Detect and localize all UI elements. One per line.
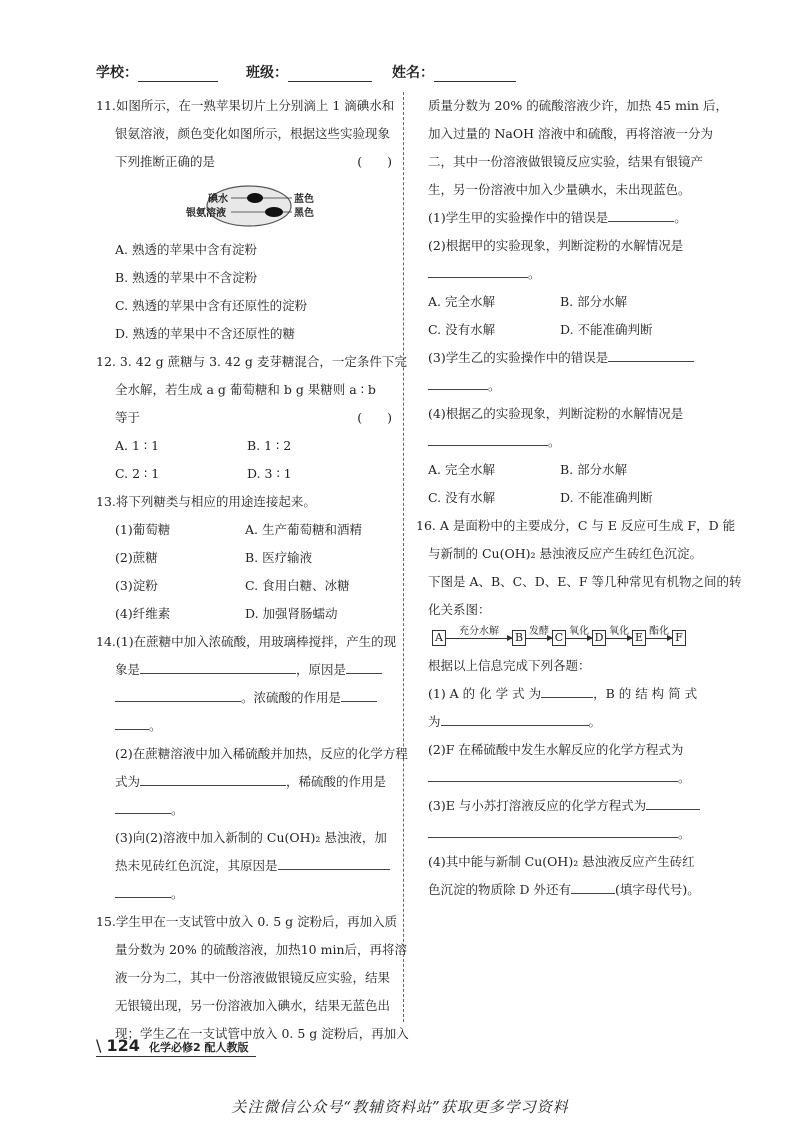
q15-line: 二，其中一份溶液做银镜反应实验，结果有银镜产 [428,154,704,169]
q15-options [428,456,718,484]
q16-line: 。 [428,764,718,792]
option-b[interactable]: B. 部分水解 [560,462,628,477]
book-title: 化学必修2 配人教版 [148,1041,249,1054]
q16-line: (3)E 与小苏打溶液反应的化学方程式为 [428,792,718,820]
q11-line: 11.如图所示，在一熟苹果切片上分别滴上 1 滴碘水和 [96,98,395,113]
answer-blank[interactable] [115,717,149,730]
option-c[interactable]: C. 熟透的苹果中含有还原性的淀粉 [115,298,308,313]
q15-options [428,484,718,512]
q16-line: 为 。 [428,714,602,729]
promo-note: 关注微信公众号“教辅资料站”获取更多学习资料 [231,1098,569,1116]
answer-blank[interactable] [541,685,593,698]
answer-blank[interactable] [428,377,488,390]
q15-line: 。 [428,372,718,400]
right-column [416,92,742,904]
answer-paren[interactable]: ( ) [357,154,392,169]
q12-line: 全水解，若生成 a g 葡萄糖和 b g 果糖则 a ∶ b [115,382,376,397]
q12-line: 等于 ( ) [96,404,392,432]
chain-arrow: 酯化 [646,631,672,645]
answer-blank[interactable] [571,881,615,894]
answer-blank[interactable] [341,689,377,702]
q15-line: 加入过量的 NaOH 溶液中和硫酸，再将溶液一分为 [428,126,713,141]
answer-blank[interactable] [346,661,382,674]
q15-line: 生，另一份溶液中加入少量碘水，未出现蓝色。 [428,182,691,197]
q14-line: (2)在蔗糖溶液中加入稀硫酸并加热，反应的化学方程 [115,746,408,761]
answer-blank[interactable] [115,801,171,814]
answer-blank[interactable] [140,661,296,674]
q14-line: 热未见砖红色沉淀，其原因是 [96,852,392,880]
q14-line: 。 [96,880,392,908]
footer-rule [96,1056,256,1057]
page-number: 124 [106,1036,140,1055]
answer-blank[interactable] [428,769,678,782]
answer-paren[interactable]: ( ) [357,410,392,425]
chain-arrow: 充分水解 [446,631,512,645]
option-c[interactable]: C. 2 ∶ 1 [115,466,160,481]
answer-blank[interactable] [115,885,171,898]
q14-line: 象是 ，原因是 [96,656,392,684]
column-divider [403,92,404,1022]
q13-row: (3)淀粉 C. 食用白糖、冰糖 [115,578,350,593]
answer-blank[interactable] [646,797,700,810]
q15-line: 。 [428,428,718,456]
option-a[interactable]: A. 熟透的苹果中含有淀粉 [115,242,257,257]
q15-line: 量分数为 20% 的硫酸溶液，加热10 min后，再将溶 [115,942,408,957]
chain-arrow: 氧化 [606,631,632,645]
chain-node: D [592,630,606,646]
answer-blank[interactable] [608,349,694,362]
q14-line: 式为 ，稀硫酸的作用是 [115,774,387,789]
option-a[interactable]: A. 完全水解 [428,462,495,477]
q13-row: (2)蔗糖 B. 医疗输液 [115,550,313,565]
name-blank[interactable] [434,67,516,82]
q16-line: (4)其中能与新制 Cu(OH)₂ 悬浊液反应产生砖红 [428,854,695,869]
answer-blank[interactable] [428,433,548,446]
class-field: 班级： [246,62,372,82]
apple-figure: 碘水 银氨溶液 蓝色 黑色 [96,176,392,236]
chain-node: F [672,630,686,646]
option-c[interactable]: C. 没有水解 [428,490,496,505]
q15-line: 质量分数为 20% 的硫酸溶液少许，加热 45 min 后， [428,98,728,113]
q15-options [428,316,718,344]
option-d[interactable]: D. 3 ∶ 1 [247,466,292,481]
option-b[interactable]: B. 部分水解 [560,294,628,309]
chain-node: C [552,630,566,646]
q13-line: 13.将下列糖类与相应的用途连接起来。 [96,494,316,509]
q16-line: 与新制的 Cu(OH)₂ 悬浊液反应产生砖红色沉淀。 [428,546,702,561]
q12-options [96,432,392,460]
q15-line: (2)根据甲的实验现象，判断淀粉的水解情况是 [428,238,684,253]
q16-line: 色沉淀的物质除 D 外还有 (填字母代号)。 [428,882,700,897]
q13-row: (4)纤维素 D. 加强肾肠蠕动 [115,606,338,621]
q11-line: 银氨溶液，颜色变化如图所示，根据这些实验现象 [115,126,391,141]
q15-line: 。 [428,260,718,288]
q16-line: 根据以上信息完成下列各题： [428,658,591,673]
left-column [96,92,409,1048]
option-a[interactable]: A. 完全水解 [428,294,495,309]
q12-options [96,460,392,488]
q16-line: 。 [428,820,718,848]
chain-arrow: 发酵 [526,631,552,645]
name-field: 姓名： [392,62,516,82]
q16-line: (1) A 的 化 学 式 为 ，B 的 结 构 简 式 [428,686,698,701]
answer-blank[interactable] [428,265,528,278]
q15-line: (1)学生甲的实验操作中的错误是 。 [428,210,687,225]
option-c[interactable]: C. 没有水解 [428,322,496,337]
answer-blank[interactable] [441,713,589,726]
q13-row: (1)葡萄糖 A. 生产葡萄糖和酒精 [115,522,362,537]
option-d[interactable]: D. 熟透的苹果中不含还原性的糖 [115,326,296,341]
option-a[interactable]: A. 1 ∶ 1 [115,438,160,453]
apple-slice-diagram [96,176,392,236]
q15-options [428,288,718,316]
school-blank[interactable] [138,67,218,82]
q15-line: (4)根据乙的实验现象，判断淀粉的水解情况是 [428,406,684,421]
q15-line: 无银镜出现，另一份溶液加入碘水，结果无蓝色出 [115,998,391,1013]
q16-line: 化关系图： [428,602,491,617]
option-d[interactable]: D. 不能准确判断 [560,490,653,505]
q15-line: 现；学生乙在一支试管中放入 0. 5 g 淀粉后，再加入 [115,1026,409,1041]
chain-node: A [432,630,446,646]
chain-arrow: 氧化 [566,631,592,645]
q15-line: 15.学生甲在一支试管中放入 0. 5 g 淀粉后，再加入质 [96,914,398,929]
page-footer: \ 124 化学必修2 配人教版 [96,1036,249,1055]
q16-line: (2)F 在稀硫酸中发生水解反应的化学方程式为 [428,742,684,757]
q16-line: 下图是 A、B、C、D、E、F 等几种常见有机物之间的转 [428,574,742,589]
chain-node: E [632,630,646,646]
q12-line: 12. 3. 42 g 蔗糖与 3. 42 g 麦芽糖混合，一定条件下完 [96,354,407,369]
q15-line: 液一分为二，其中一份溶液做银镜反应实验，结果 [115,970,391,985]
chain-node: B [512,630,526,646]
answer-blank[interactable] [115,689,241,702]
conversion-chain [432,624,718,652]
q14-line: 。浓硫酸的作用是 [96,684,392,712]
answer-blank[interactable] [428,825,678,838]
q14-line: 。 [96,712,392,740]
option-d[interactable]: D. 不能准确判断 [560,322,653,337]
class-blank[interactable] [288,67,372,82]
answer-blank[interactable] [608,209,674,222]
option-b[interactable]: B. 1 ∶ 2 [247,438,292,453]
q16-line: 16. A 是面粉中的主要成分，C 与 E 反应可生成 F，D 能 [416,518,736,533]
q15-line: (3)学生乙的实验操作中的错误是 [428,344,718,372]
school-field: 学校： [96,62,218,82]
answer-blank[interactable] [140,773,286,786]
q14-line: 14.(1)在蔗糖中加入浓硫酸，用玻璃棒搅拌，产生的现 [96,634,397,649]
q14-line: 。 [96,796,392,824]
q11-line: 下列推断正确的是 ( ) [96,148,392,176]
option-b[interactable]: B. 熟透的苹果中不含淀粉 [115,270,258,285]
q14-line: (3)向(2)溶液中加入新制的 Cu(OH)₂ 悬浊液，加 [115,830,387,845]
answer-blank[interactable] [278,857,390,870]
